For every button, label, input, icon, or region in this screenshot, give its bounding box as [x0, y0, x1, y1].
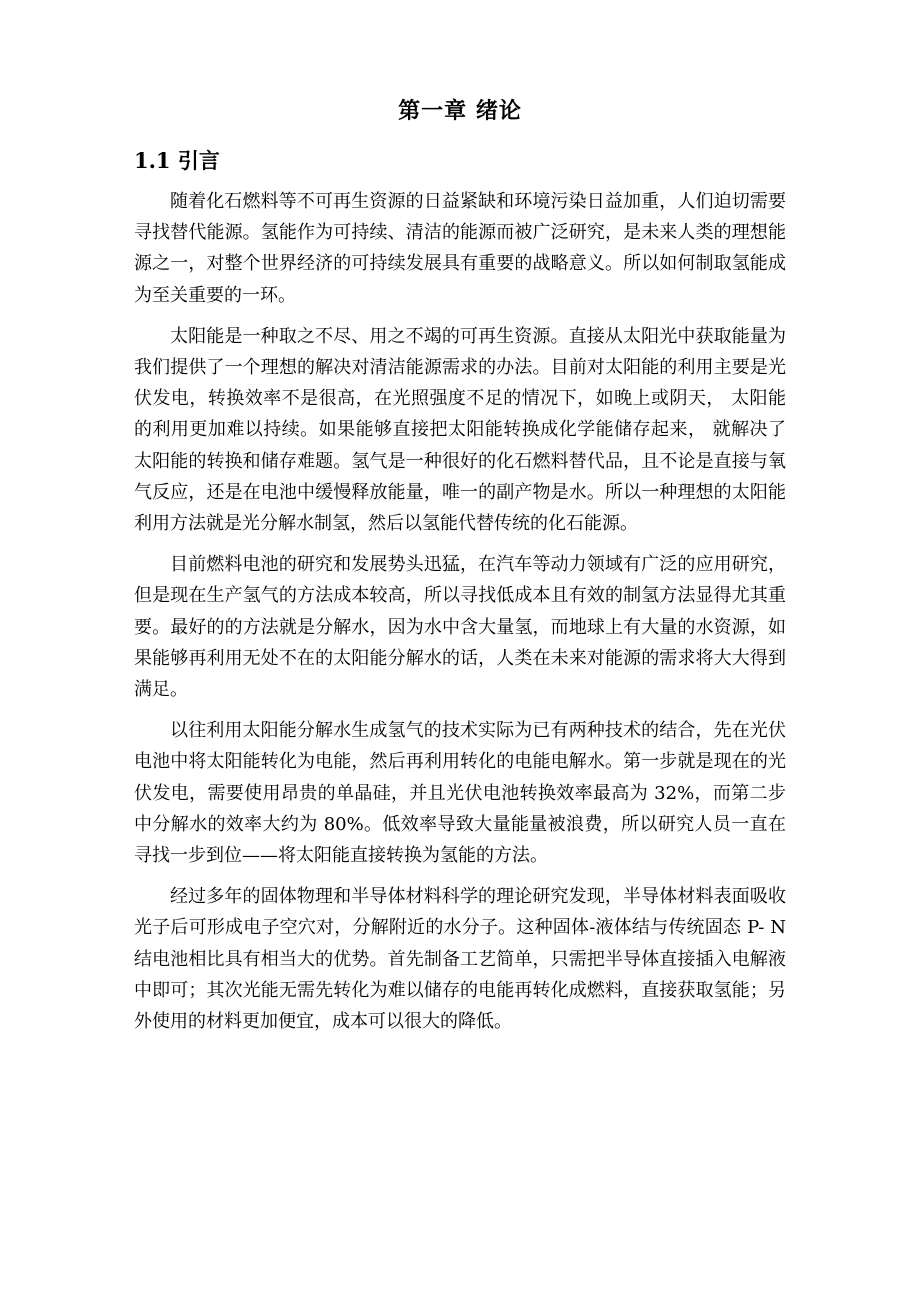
paragraph-5: 经过多年的固体物理和半导体材料科学的理论研究发现，半导体材料表面吸收光子后可形成电子空穴对，分解附近的水分子。这种固体-液体结与传统固态 P- N 结电池相比具有相当大的优势。首先制备工艺简单，只需把半导体直接插入电解液中即可；其次光能无需先转化为难以储存的电能再转化成燃料，直接获取氢能；另外使用的材料更加便宜，成本可以很大的降低。 — [134, 886, 786, 1033]
paragraph-1: 随着化石燃料等不可再生资源的日益紧缺和环境污染日益加重，人们迫切需要寻找替代能源。氢能作为可持续、清洁的能源而被广泛研究，是未来人类的理想能源之一，对整个世界经济的可持续发展具有重要的战略意义。所以如何制取氢能成为至关重要的一环。 — [134, 191, 786, 306]
paragraph-2: 太阳能是一种取之不尽、用之不竭的可再生资源。直接从太阳光中获取能量为我们提供了一个理想的解决对清洁能源需求的办法。目前对太阳能的利用主要是光伏发电，转换效率不是很高，在光照强度不足的情况下，如晚上或阴天， 太阳能的利用更加难以持续。如果能够直接把太阳能转换成化学能储存起来， 就解决了太阳能的转换和储存难题。氢气是一种很好的化石燃料替代品，且不论是直接与氧气反应，还是在电池中缓慢释放能量，唯一的副产物是水。所以一种理想的太阳能利用方法就是光分解水制氢，然后以氢能代替传统的化石能源。 — [134, 325, 786, 535]
paragraph-3: 目前燃料电池的研究和发展势头迅猛，在汽车等动力领域有广泛的应用研究，但是现在生产氢气的方法成本较高，所以寻找低成本且有效的制氢方法显得尤其重要。最好的的方法就是分解水，因为水中含大量氢，而地球上有大量的水资源，如果能够再利用无处不在的太阳能分解水的话，人类在未来对能源的需求将大大得到满足。 — [134, 554, 786, 701]
paragraph-4: 以往利用太阳能分解水生成氢气的技术实际为已有两种技术的结合，先在光伏电池中将太阳能转化为电能，然后再利用转化的电能电解水。第一步就是现在的光伏发电，需要使用昂贵的单晶硅，并且光伏电池转换效率最高为 32%，而第二步中分解水的效率大约为 80%。低效率导致大量能量被浪费，所以研究人员一直在寻找一步到位——将太阳能直接转换为氢能的方法。 — [134, 720, 786, 867]
section-heading: 1.1 引言 — [134, 148, 220, 173]
chapter-title: 第一章 绪论 — [398, 98, 522, 124]
body-text — [134, 186, 786, 1047]
